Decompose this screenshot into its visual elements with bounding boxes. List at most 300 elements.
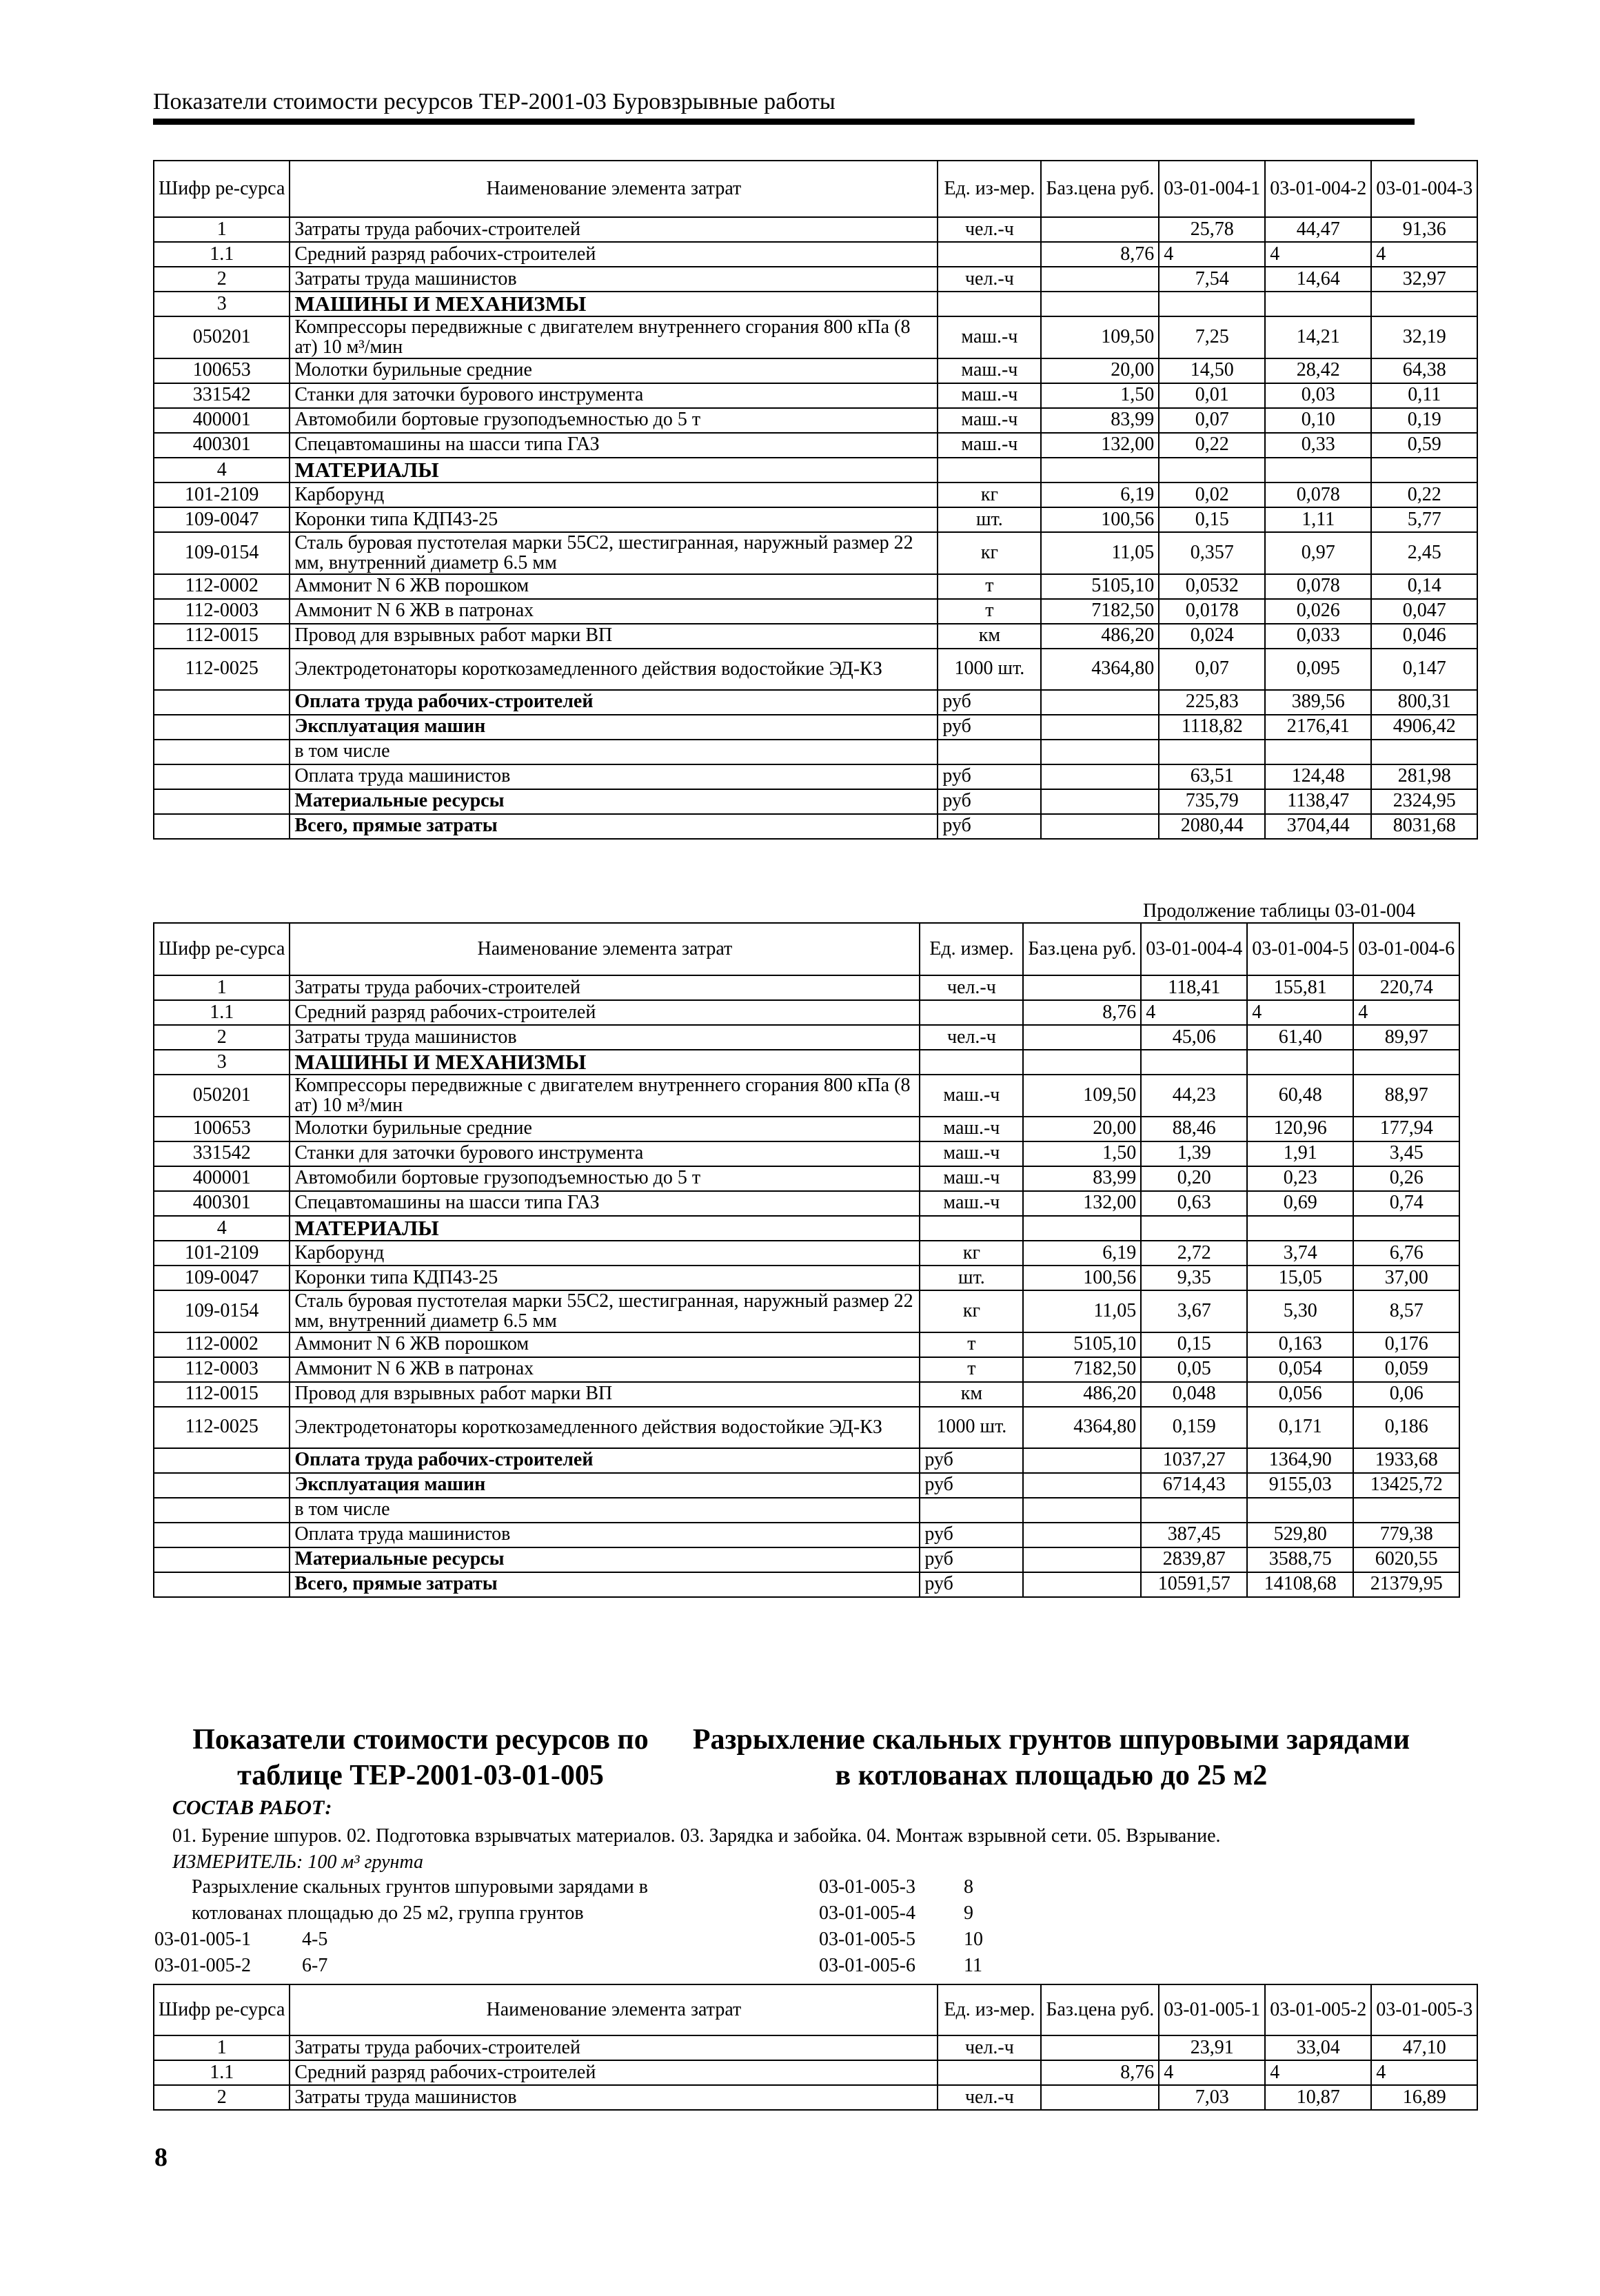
resource-row xyxy=(154,2085,1477,2110)
work-composition-label: СОСТАВ РАБОТ: xyxy=(172,1796,332,1819)
unit-cell: маш.-ч xyxy=(938,316,1041,358)
value-cell: 0,048 xyxy=(1141,1382,1247,1407)
value-cell: 88,46 xyxy=(1141,1117,1247,1141)
group-code: 03-01-005-3 xyxy=(819,1876,915,1898)
value-cell: 9,35 xyxy=(1141,1266,1247,1290)
base-price xyxy=(1023,1523,1141,1547)
group-value: 4-5 xyxy=(302,1929,328,1950)
empty-cell xyxy=(1353,1216,1459,1241)
empty-cell xyxy=(1041,740,1159,764)
resource-row xyxy=(154,1117,1459,1141)
value-cell: 37,00 xyxy=(1353,1266,1459,1290)
resource-code: 101-2109 xyxy=(154,482,290,507)
empty-cell xyxy=(1023,1498,1141,1523)
resource-code: 112-0015 xyxy=(154,1382,290,1407)
col-header-rate: 03-01-004-2 xyxy=(1265,161,1371,217)
resource-code: 400301 xyxy=(154,1191,290,1216)
value-cell: 23,91 xyxy=(1159,2035,1265,2060)
base-price: 4364,80 xyxy=(1023,1407,1141,1448)
value-cell: 4 xyxy=(1159,2060,1265,2085)
resource-code: 101-2109 xyxy=(154,1241,290,1266)
resource-name: Компрессоры передвижные с двигателем внутреннего сгорания 800 кПа (8 ат) 10 м³/мин xyxy=(290,316,938,358)
value-cell: 0,059 xyxy=(1353,1357,1459,1382)
value-cell: 8031,68 xyxy=(1371,814,1477,839)
group-code: 03-01-005-5 xyxy=(819,1929,915,1950)
col-header-code: Шифр ре-сурса xyxy=(154,1984,290,2035)
resource-name: Аммонит N 6 ЖВ в патронах xyxy=(290,1357,920,1382)
resource-code: 1 xyxy=(154,2035,290,2060)
section-row xyxy=(154,1216,1459,1241)
base-price: 5105,10 xyxy=(1023,1332,1141,1357)
section-row xyxy=(154,458,1477,482)
col-header-code: Шифр ре-сурса xyxy=(154,923,290,975)
resource-row xyxy=(154,433,1477,458)
resource-row xyxy=(154,1191,1459,1216)
resource-code: 112-0025 xyxy=(154,1407,290,1448)
unit-cell: кг xyxy=(938,482,1041,507)
col-header-rate: 03-01-004-5 xyxy=(1247,923,1353,975)
value-cell: 0,69 xyxy=(1247,1191,1353,1216)
resource-row xyxy=(154,574,1477,599)
empty-cell xyxy=(1371,740,1477,764)
resource-code: 2 xyxy=(154,267,290,292)
empty-cell xyxy=(1353,1050,1459,1075)
base-price: 11,05 xyxy=(1041,532,1159,574)
resource-row xyxy=(154,2060,1477,2085)
cost-table-004-1-3 xyxy=(153,160,1478,840)
value-cell: 0,078 xyxy=(1265,574,1371,599)
value-cell: 0,14 xyxy=(1371,574,1477,599)
value-cell: 2080,44 xyxy=(1159,814,1265,839)
value-cell: 91,36 xyxy=(1371,217,1477,242)
unit-cell: маш.-ч xyxy=(920,1166,1023,1191)
resource-code: 2 xyxy=(154,1025,290,1050)
empty-cell xyxy=(1041,292,1159,316)
value-cell: 3704,44 xyxy=(1265,814,1371,839)
resource-row xyxy=(154,316,1477,358)
page-number: 8 xyxy=(154,2143,168,2172)
value-cell: 28,42 xyxy=(1265,358,1371,383)
col-header-rate: 03-01-004-4 xyxy=(1141,923,1247,975)
page-header: Показатели стоимости ресурсов ТЕР-2001-03 Буровзрывные работы xyxy=(153,89,836,114)
value-cell: 44,47 xyxy=(1265,217,1371,242)
value-cell: 0,147 xyxy=(1371,649,1477,690)
value-cell: 0,0532 xyxy=(1159,574,1265,599)
unit-cell: руб xyxy=(938,764,1041,789)
section-title-left: Показатели стоимости ресурсов по таблице ТЕР-2001-03-01-005 xyxy=(192,1724,649,1791)
subtotal-label: в том числе xyxy=(290,1498,920,1523)
group-value: 10 xyxy=(964,1929,983,1950)
value-cell: 7,54 xyxy=(1159,267,1265,292)
value-cell: 1933,68 xyxy=(1353,1448,1459,1473)
unit-cell: маш.-ч xyxy=(920,1141,1023,1166)
unit-cell: маш.-ч xyxy=(920,1117,1023,1141)
unit-cell: руб xyxy=(938,814,1041,839)
empty-cell xyxy=(1141,1498,1247,1523)
unit-cell: руб xyxy=(920,1572,1023,1597)
base-price: 8,76 xyxy=(1023,1000,1141,1025)
value-cell: 2,45 xyxy=(1371,532,1477,574)
unit-cell: шт. xyxy=(938,507,1041,532)
continuation-label: Продолжение таблицы 03-01-004 xyxy=(1142,900,1415,922)
value-cell: 2,72 xyxy=(1141,1241,1247,1266)
resource-row xyxy=(154,1332,1459,1357)
value-cell: 1138,47 xyxy=(1265,789,1371,814)
resource-code: 331542 xyxy=(154,383,290,408)
resource-name: Автомобили бортовые грузоподъемностью до 5 т xyxy=(290,1166,920,1191)
table-header-row xyxy=(154,1984,1477,2035)
unit-cell: руб xyxy=(938,789,1041,814)
value-cell: 0,163 xyxy=(1247,1332,1353,1357)
value-cell: 14,50 xyxy=(1159,358,1265,383)
resource-name: Молотки бурильные средние xyxy=(290,358,938,383)
empty-cell xyxy=(154,1523,290,1547)
unit-cell xyxy=(938,242,1041,267)
value-cell: 64,38 xyxy=(1371,358,1477,383)
value-cell: 2839,87 xyxy=(1141,1547,1247,1572)
unit-cell: т xyxy=(920,1357,1023,1382)
resource-name: Коронки типа КДП43-25 xyxy=(290,507,938,532)
empty-cell xyxy=(1265,292,1371,316)
col-header-rate: 03-01-004-3 xyxy=(1371,161,1477,217)
resource-name: Средний разряд рабочих-строителей xyxy=(290,2060,938,2085)
value-cell: 2324,95 xyxy=(1371,789,1477,814)
resource-row xyxy=(154,1382,1459,1407)
value-cell: 0,15 xyxy=(1159,507,1265,532)
resource-row xyxy=(154,1290,1459,1332)
value-cell: 281,98 xyxy=(1371,764,1477,789)
empty-cell xyxy=(938,740,1041,764)
value-cell: 1,91 xyxy=(1247,1141,1353,1166)
base-price xyxy=(1041,2085,1159,2110)
resource-code: 109-0047 xyxy=(154,1266,290,1290)
value-cell: 118,41 xyxy=(1141,975,1247,1000)
value-cell: 0,06 xyxy=(1353,1382,1459,1407)
value-cell: 0,186 xyxy=(1353,1407,1459,1448)
empty-cell xyxy=(1247,1498,1353,1523)
base-price xyxy=(1023,1473,1141,1498)
value-cell: 88,97 xyxy=(1353,1075,1459,1117)
resource-row xyxy=(154,1266,1459,1290)
empty-cell xyxy=(154,740,290,764)
value-cell: 8,57 xyxy=(1353,1290,1459,1332)
unit-cell: т xyxy=(938,574,1041,599)
value-cell: 124,48 xyxy=(1265,764,1371,789)
value-cell: 0,047 xyxy=(1371,599,1477,624)
resource-name: Затраты труда машинистов xyxy=(290,267,938,292)
base-price: 100,56 xyxy=(1041,507,1159,532)
resource-code: 1.1 xyxy=(154,1000,290,1025)
resource-row xyxy=(154,1141,1459,1166)
unit-cell: т xyxy=(938,599,1041,624)
section-heading: МАТЕРИАЛЫ xyxy=(290,458,938,482)
resource-row xyxy=(154,599,1477,624)
empty-cell xyxy=(154,1547,290,1572)
value-cell: 0,20 xyxy=(1141,1166,1247,1191)
resource-name: Сталь буровая пустотелая марки 55С2, шестигранная, наружный размер 22 мм, внутренний диаметр 6.5 мм xyxy=(290,1290,920,1332)
value-cell: 9155,03 xyxy=(1247,1473,1353,1498)
resource-row xyxy=(154,482,1477,507)
subtotal-label: в том числе xyxy=(290,740,938,764)
value-cell: 6020,55 xyxy=(1353,1547,1459,1572)
unit-cell: маш.-ч xyxy=(938,408,1041,433)
value-cell: 0,026 xyxy=(1265,599,1371,624)
empty-cell xyxy=(1159,740,1265,764)
value-cell: 155,81 xyxy=(1247,975,1353,1000)
value-cell: 0,11 xyxy=(1371,383,1477,408)
group-value: 6-7 xyxy=(302,1955,328,1976)
unit-cell: чел.-ч xyxy=(920,975,1023,1000)
value-cell: 0,357 xyxy=(1159,532,1265,574)
base-price xyxy=(1041,814,1159,839)
base-price xyxy=(1023,975,1141,1000)
resource-name: Провод для взрывных работ марки ВП xyxy=(290,624,938,649)
col-header-rate: 03-01-004-6 xyxy=(1353,923,1459,975)
summary-row xyxy=(154,1547,1459,1572)
total-name: Эксплуатация машин xyxy=(290,715,938,740)
unit-cell: км xyxy=(920,1382,1023,1407)
resource-row xyxy=(154,1025,1459,1050)
empty-cell xyxy=(938,458,1041,482)
work-composition-text: 01. Бурение шпуров. 02. Подготовка взрывчатых материалов. 03. Зарядка и забойка. 04. Монтаж взрывной сети. 05. Взрывание. xyxy=(172,1825,1221,1847)
resource-name: Автомобили бортовые грузоподъемностью до 5 т xyxy=(290,408,938,433)
empty-cell xyxy=(1159,458,1265,482)
resource-code: 050201 xyxy=(154,316,290,358)
empty-cell xyxy=(154,789,290,814)
empty-cell xyxy=(154,1473,290,1498)
value-cell: 14,64 xyxy=(1265,267,1371,292)
unit-cell: кг xyxy=(920,1290,1023,1332)
col-header-price: Баз.цена руб. xyxy=(1041,161,1159,217)
resource-name: Средний разряд рабочих-строителей xyxy=(290,1000,920,1025)
resource-name: Коронки типа КДП43-25 xyxy=(290,1266,920,1290)
resource-row xyxy=(154,1166,1459,1191)
value-cell: 0,159 xyxy=(1141,1407,1247,1448)
value-cell: 0,15 xyxy=(1141,1332,1247,1357)
value-cell: 10591,57 xyxy=(1141,1572,1247,1597)
empty-cell xyxy=(1371,292,1477,316)
resource-name: Аммонит N 6 ЖВ порошком xyxy=(290,574,938,599)
resource-code: 109-0154 xyxy=(154,532,290,574)
section-row xyxy=(154,292,1477,316)
value-cell: 0,03 xyxy=(1265,383,1371,408)
empty-cell xyxy=(154,1498,290,1523)
resource-row xyxy=(154,2035,1477,2060)
resource-name: Аммонит N 6 ЖВ в патронах xyxy=(290,599,938,624)
empty-cell xyxy=(154,764,290,789)
resource-code: 100653 xyxy=(154,358,290,383)
value-cell: 32,97 xyxy=(1371,267,1477,292)
total-name: Материальные ресурсы xyxy=(290,1547,920,1572)
resource-code: 109-0047 xyxy=(154,507,290,532)
section-row xyxy=(154,1050,1459,1075)
summary-row xyxy=(154,1448,1459,1473)
value-cell: 45,06 xyxy=(1141,1025,1247,1050)
cost-table-005-1-3 xyxy=(153,1984,1478,2111)
value-cell: 1,11 xyxy=(1265,507,1371,532)
base-price: 132,00 xyxy=(1041,433,1159,458)
resource-row xyxy=(154,624,1477,649)
empty-cell xyxy=(920,1498,1023,1523)
value-cell: 13425,72 xyxy=(1353,1473,1459,1498)
value-cell: 4906,42 xyxy=(1371,715,1477,740)
value-cell: 25,78 xyxy=(1159,217,1265,242)
col-header-name: Наименование элемента затрат xyxy=(290,161,938,217)
value-cell: 0,07 xyxy=(1159,649,1265,690)
base-price: 20,00 xyxy=(1023,1117,1141,1141)
base-price: 20,00 xyxy=(1041,358,1159,383)
value-cell: 1364,90 xyxy=(1247,1448,1353,1473)
resource-row xyxy=(154,975,1459,1000)
base-price xyxy=(1041,715,1159,740)
empty-cell xyxy=(1141,1050,1247,1075)
resource-name: Затраты труда рабочих-строителей xyxy=(290,975,920,1000)
value-cell: 1037,27 xyxy=(1141,1448,1247,1473)
col-header-name: Наименование элемента затрат xyxy=(290,923,920,975)
summary-row xyxy=(154,814,1477,839)
table-header-row xyxy=(154,923,1459,975)
total-name: Оплата труда машинистов xyxy=(290,764,938,789)
empty-cell xyxy=(1247,1050,1353,1075)
value-cell: 389,56 xyxy=(1265,690,1371,715)
empty-cell xyxy=(1265,458,1371,482)
value-cell: 3,74 xyxy=(1247,1241,1353,1266)
total-name: Всего, прямые затраты xyxy=(290,814,938,839)
value-cell: 16,89 xyxy=(1371,2085,1477,2110)
resource-row xyxy=(154,383,1477,408)
total-name: Оплата труда рабочих-строителей xyxy=(290,690,938,715)
empty-cell xyxy=(154,715,290,740)
summary-row xyxy=(154,1523,1459,1547)
unit-cell: 1000 шт. xyxy=(938,649,1041,690)
base-price: 1,50 xyxy=(1041,383,1159,408)
resource-code: 050201 xyxy=(154,1075,290,1117)
section-heading: МАШИНЫ И МЕХАНИЗМЫ xyxy=(290,292,938,316)
summary-row xyxy=(154,1473,1459,1498)
value-cell: 0,0178 xyxy=(1159,599,1265,624)
resource-name: Станки для заточки бурового инструмента xyxy=(290,383,938,408)
value-cell: 0,10 xyxy=(1265,408,1371,433)
value-cell: 2176,41 xyxy=(1265,715,1371,740)
base-price xyxy=(1023,1547,1141,1572)
value-cell: 0,095 xyxy=(1265,649,1371,690)
col-header-code: Шифр ре-сурса xyxy=(154,161,290,217)
unit-cell xyxy=(920,1000,1023,1025)
empty-cell xyxy=(154,814,290,839)
empty-cell xyxy=(1247,1216,1353,1241)
value-cell: 220,74 xyxy=(1353,975,1459,1000)
resource-row xyxy=(154,532,1477,574)
unit-cell: руб xyxy=(920,1448,1023,1473)
value-cell: 61,40 xyxy=(1247,1025,1353,1050)
value-cell: 0,59 xyxy=(1371,433,1477,458)
value-cell: 15,05 xyxy=(1247,1266,1353,1290)
empty-cell xyxy=(1141,1216,1247,1241)
group-code: 03-01-005-6 xyxy=(819,1955,915,1976)
unit-cell: руб xyxy=(938,690,1041,715)
col-header-rate: 03-01-005-3 xyxy=(1371,1984,1477,2035)
summary-row xyxy=(154,764,1477,789)
resource-name: Электродетонаторы короткозамедленного действия водостойкие ЭД-КЗ xyxy=(290,1407,920,1448)
value-cell: 0,171 xyxy=(1247,1407,1353,1448)
value-cell: 0,046 xyxy=(1371,624,1477,649)
resource-code: 331542 xyxy=(154,1141,290,1166)
total-name: Материальные ресурсы xyxy=(290,789,938,814)
unit-cell: кг xyxy=(920,1241,1023,1266)
unit-cell: руб xyxy=(938,715,1041,740)
resource-code: 112-0002 xyxy=(154,1332,290,1357)
value-cell: 387,45 xyxy=(1141,1523,1247,1547)
resource-name: Средний разряд рабочих-строителей xyxy=(290,242,938,267)
resource-row xyxy=(154,1407,1459,1448)
col-header-rate: 03-01-005-2 xyxy=(1265,1984,1371,2035)
group-code: 03-01-005-4 xyxy=(819,1902,915,1924)
col-header-unit: Ед. из-мер. xyxy=(938,161,1041,217)
base-price: 7182,50 xyxy=(1041,599,1159,624)
base-price: 486,20 xyxy=(1041,624,1159,649)
resource-code: 1.1 xyxy=(154,242,290,267)
value-cell: 60,48 xyxy=(1247,1075,1353,1117)
value-cell: 177,94 xyxy=(1353,1117,1459,1141)
rate-description: Разрыхление скальных грунтов шпуровыми зарядами в xyxy=(192,1876,648,1898)
value-cell: 4 xyxy=(1371,242,1477,267)
value-cell: 4 xyxy=(1265,242,1371,267)
empty-cell xyxy=(154,690,290,715)
base-price xyxy=(1023,1572,1141,1597)
value-cell: 0,01 xyxy=(1159,383,1265,408)
value-cell: 0,07 xyxy=(1159,408,1265,433)
empty-cell xyxy=(920,1216,1023,1241)
resource-code: 4 xyxy=(154,1216,290,1241)
unit-cell: маш.-ч xyxy=(938,433,1041,458)
unit-cell: руб xyxy=(920,1473,1023,1498)
value-cell: 0,63 xyxy=(1141,1191,1247,1216)
value-cell: 0,22 xyxy=(1371,482,1477,507)
value-cell: 14,21 xyxy=(1265,316,1371,358)
unit-cell: 1000 шт. xyxy=(920,1407,1023,1448)
unit-cell: шт. xyxy=(920,1266,1023,1290)
unit-cell: руб xyxy=(920,1547,1023,1572)
value-cell: 0,22 xyxy=(1159,433,1265,458)
value-cell: 4 xyxy=(1353,1000,1459,1025)
resource-code: 112-0015 xyxy=(154,624,290,649)
resource-name: Затраты труда машинистов xyxy=(290,1025,920,1050)
value-cell: 89,97 xyxy=(1353,1025,1459,1050)
resource-code: 2 xyxy=(154,2085,290,2110)
value-cell: 1118,82 xyxy=(1159,715,1265,740)
base-price xyxy=(1041,2035,1159,2060)
value-cell: 0,078 xyxy=(1265,482,1371,507)
resource-name: Станки для заточки бурового инструмента xyxy=(290,1141,920,1166)
resource-name: Электродетонаторы короткозамедленного действия водостойкие ЭД-КЗ xyxy=(290,649,938,690)
empty-cell xyxy=(1023,1216,1141,1241)
value-cell: 0,97 xyxy=(1265,532,1371,574)
resource-code: 1 xyxy=(154,975,290,1000)
resource-row xyxy=(154,507,1477,532)
base-price xyxy=(1041,690,1159,715)
base-price: 486,20 xyxy=(1023,1382,1141,1407)
base-price: 4364,80 xyxy=(1041,649,1159,690)
base-price xyxy=(1041,764,1159,789)
col-header-rate: 03-01-004-1 xyxy=(1159,161,1265,217)
value-cell: 3,45 xyxy=(1353,1141,1459,1166)
value-cell: 4 xyxy=(1159,242,1265,267)
unit-cell: чел.-ч xyxy=(920,1025,1023,1050)
base-price: 11,05 xyxy=(1023,1290,1141,1332)
empty-cell xyxy=(1023,1050,1141,1075)
resource-name: Спецавтомашины на шасси типа ГАЗ xyxy=(290,1191,920,1216)
value-cell: 0,33 xyxy=(1265,433,1371,458)
